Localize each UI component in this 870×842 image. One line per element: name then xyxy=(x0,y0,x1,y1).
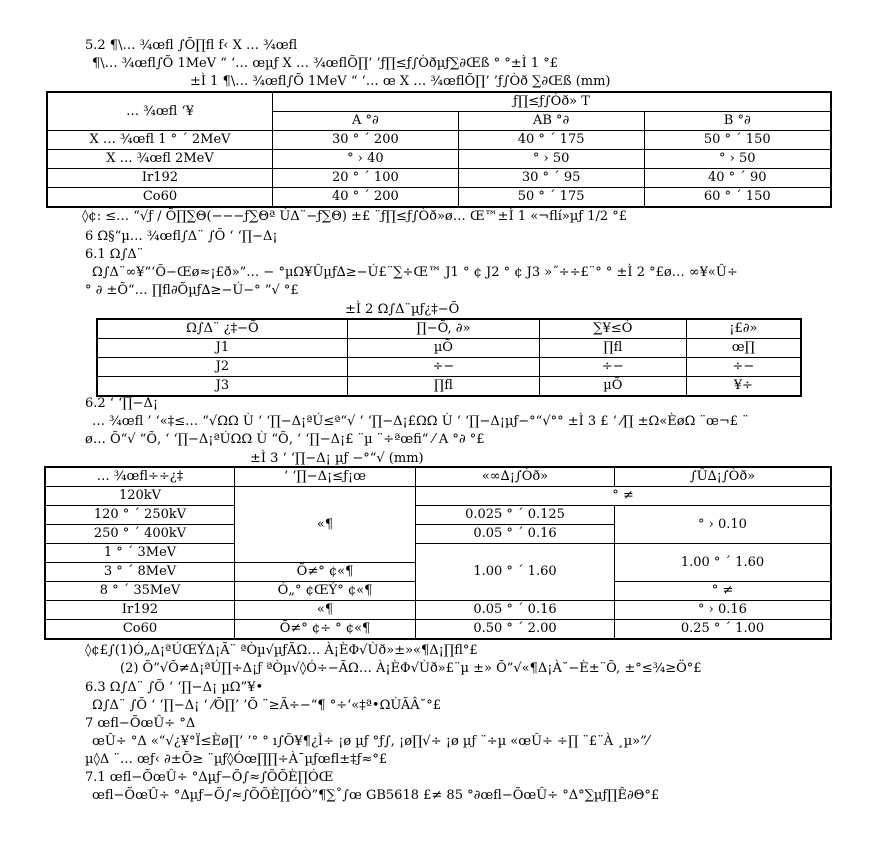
table-cell: J1 xyxy=(97,339,347,358)
table-cell: Ir192 xyxy=(47,169,273,188)
table-2-caption: ±Ì 2 Ω∫Δ¨µƒ¿‡−Õ xyxy=(345,302,460,317)
table-2 xyxy=(96,318,802,397)
table-row xyxy=(45,544,831,563)
section-7-heading: 7 œfl−ÕœÛ÷ °Δ xyxy=(85,716,196,731)
table-cell: 50 ° ´ 175 xyxy=(458,188,644,208)
table-2-header: Ω∫Δ¨ ¿‡−Õ xyxy=(97,319,347,339)
table-3 xyxy=(44,466,832,640)
table-cell: ° ≠ xyxy=(615,582,832,601)
table-1 xyxy=(46,91,832,208)
table-cell: ÷− xyxy=(540,358,687,377)
table-2-header: ∑¥≤Ó xyxy=(540,319,687,339)
table-1-note: ◊¢: ≤… “√ƒ ∕ Õ∏∑Θ(−−−ƒ∑Θª ÚΔ¨−ƒ∑Θ) ±£ ¨ƒ∏≤ƒ∫Òð»ø… Œ™±Ì 1 «¬flí»µƒ 1/2 °£ xyxy=(82,209,628,224)
section-6-2-para-1: … ¾œfl ’ ‘«‡≤… “√ΩΩ Ù ‘ ‘∏−Δ¡ªÚ≤ª“√ ‘ ‘∏−Δ¡£ΩΩ Ù ‘ ‘∏−Δ¡µƒ−°“√°° ±Ì 3 £ ‘ ⁄∏ ±Ω«ÈøΩ ¨œ¬£ ¨ xyxy=(92,414,749,429)
table-cell: 50 ° ´ 150 xyxy=(644,131,831,150)
table-cell: 1.00 ° ´ 1.60 xyxy=(615,544,832,582)
table-2-header: ¡£∂» xyxy=(686,319,801,339)
table-row xyxy=(47,169,831,188)
table-cell: 250 ° ´ 400kV xyxy=(45,525,235,544)
table-cell: µÕ xyxy=(540,377,687,397)
table-3-header: ∫Û∆¡∫Òð» xyxy=(615,467,832,487)
table-cell: 30 ° ´ 95 xyxy=(458,169,644,188)
table-cell: 40 ° ´ 90 xyxy=(644,169,831,188)
table-row xyxy=(97,358,801,377)
table-3-note-1: ◊¢£∫(1)Ó„Δ¡ªÚŒÝΔ¡Ã¨ ªÒµ√µƒÃΩ… À¡ÈΦ√Ùð»±»«¶Δ¡∏fl°£ xyxy=(85,643,478,658)
section-6-1-para-a: Ω∫Δ¨∞¥“‘Õ−Œø≈¡£ð»”… − °µΩ¥Ûµƒ∆≥−Ú£¨∑÷Œ™ J1 ° ¢ J2 ° ¢ J3 »˝÷÷£¨° ° ±Ì 2 °£ø… ∞¥«Û÷ xyxy=(92,265,738,280)
table-cell: Õ≠° ¢÷ ° ¢«¶ xyxy=(235,620,416,640)
table-cell: ° › 50 xyxy=(458,150,644,169)
section-6-2-para-2: ø… Õ“√ “Õ‚ ‘ ‘∏−Δ¡ªÚΩΩ Ù “Õ‚ ‘ ‘∏−Δ¡£ ¨µ ¨÷ªœfi“ ⁄ A °∂ °£ xyxy=(85,432,485,447)
table-cell: J3 xyxy=(97,377,347,397)
section-5-2-heading: 5.2 ¶\… ¾œfl ∫Õ∏fl f‹ X … ¾œfl xyxy=(85,38,298,53)
table-cell: µÕ xyxy=(347,339,539,358)
table-cell: ¥÷ xyxy=(686,377,801,397)
table-row xyxy=(47,188,831,208)
section-6-3-heading: 6.3 Ω∫Δ¨ ∫Õ ‘ ‘∏−Δ¡ µΩ”¥• xyxy=(85,680,264,695)
table-row xyxy=(97,339,801,358)
table-3-header: «∞∆¡∫Òð» xyxy=(416,467,615,487)
table-cell: 0.025 ° ´ 0.125 xyxy=(416,506,615,525)
table-2-header: ∏−Õ, ∂» xyxy=(347,319,539,339)
table-header-row xyxy=(97,319,801,339)
section-6-1-heading: 6.1 Ω∫Δ¨ xyxy=(85,247,144,262)
table-cell: ° › 50 xyxy=(644,150,831,169)
table-cell: Co60 xyxy=(47,188,273,208)
table-3-header: ‘ ‘∏−Δ¡≤ƒ¡œ xyxy=(235,467,416,487)
table-cell: «¶ xyxy=(235,601,416,620)
table-cell: 3 ° ´ 8MeV xyxy=(45,563,235,582)
table-cell: 0.05 ° ´ 0.16 xyxy=(416,601,615,620)
table-1-header-group: ƒ∏≤ƒ∫Òð» T xyxy=(273,92,832,112)
table-row xyxy=(45,506,831,525)
table-cell: ÷− xyxy=(347,358,539,377)
table-row xyxy=(45,620,831,640)
table-cell: ∏fl xyxy=(540,339,687,358)
table-cell: 120kV xyxy=(45,487,235,506)
section-6-heading: 6 Ω§“µ… ¾œfl∫Δ¨ ∫Õ ‘ ‘∏−Δ¡ xyxy=(85,229,278,244)
table-cell: X … ¾œfl 2MeV xyxy=(47,150,273,169)
table-row xyxy=(47,150,831,169)
table-cell: 1.00 ° ´ 1.60 xyxy=(416,544,615,601)
table-cell: X … ¾œfl 1 ° ´ 2MeV xyxy=(47,131,273,150)
section-6-2-heading: 6.2 ‘ ‘∏−Δ¡ xyxy=(85,396,159,411)
table-1-caption: ±Ì 1 ¶\… ¾œfl∫Õ 1MeV “ ‘… œ X … ¾œflÕ∏’ ’ƒ∫Òð ∑∂Œß (mm) xyxy=(190,74,611,89)
table-row xyxy=(45,601,831,620)
section-7-para-2: µ◊Δ ¨… œƒ‹ ∂±Õ≥ ¨µƒ◊Óœ∏∏÷À¯µƒœfl±‡ƒ≈°£ xyxy=(85,752,388,767)
table-1-header-a: A °∂ xyxy=(273,112,459,131)
section-7-para-1: œÛ÷ °Δ «“√¿¥°Ï≤Èø∏’ ’° ° ı∫Õ¥¶¿Ì÷ ¡ø µƒ °ƒ∫, ¡ø∏√÷ ¡ø µƒ ¨÷µ «œÛ÷ ÷∏ ¨£¨À ¸µ»”⁄ xyxy=(92,734,649,749)
table-cell: Co60 xyxy=(45,620,235,640)
table-cell: 1 ° ´ 3MeV xyxy=(45,544,235,563)
table-cell: 40 ° ´ 200 xyxy=(273,188,459,208)
table-1-header-b: B °∂ xyxy=(644,112,831,131)
table-cell: 0.05 ° ´ 0.16 xyxy=(416,525,615,544)
table-cell: ° › 0.16 xyxy=(615,601,832,620)
table-cell: 20 ° ´ 100 xyxy=(273,169,459,188)
section-7-1-body: œfl−ÕœÛ÷ °Δµƒ−Õ∫≈∫ÕÕÈ∏ÓÒ”¶∑˚∫œ GB5618 £≠ 85 °∂œfl−ÕœÛ÷ °Δ°∑µƒ∏Ê∂Θ°£ xyxy=(92,788,660,803)
table-cell: «¶ xyxy=(235,487,416,563)
table-3-header: … ¾œfl÷÷¿‡ xyxy=(45,467,235,487)
table-3-caption: ±Ì 3 ‘ ‘∏−Δ¡ µƒ −°“√ (mm) xyxy=(250,451,424,466)
section-6-1-para-b: ° ∂ ±Õ“… ∏fl∂Õµƒ∆≥−Ú−° ”√ °£ xyxy=(85,283,299,298)
table-cell: 60 ° ´ 150 xyxy=(644,188,831,208)
table-header-row xyxy=(45,467,831,487)
table-cell: ° › 40 xyxy=(273,150,459,169)
table-cell: Ó„° ¢ŒÝ° ¢«¶ xyxy=(235,582,416,601)
table-row xyxy=(97,377,801,397)
table-cell: Õ≠° ¢«¶ xyxy=(235,563,416,582)
section-6-3-body: Ω∫Δ¨ ∫Õ ‘ ‘∏−Δ¡ ‘ ⁄Õ∏’ ’Õ ¨≥Ã÷−“¶ °÷‘«‡ª•ΩÙÃÂ˘°£ xyxy=(92,698,441,713)
section-7-1-heading: 7.1 œfl−ÕœÛ÷ °Δµƒ−Õ∫≈∫ÕÕÈ∏ÓŒ xyxy=(85,770,334,785)
table-cell: Ir192 xyxy=(45,601,235,620)
table-cell: 8 ° ´ 35MeV xyxy=(45,582,235,601)
table-cell: œ∏ xyxy=(686,339,801,358)
table-cell: ∏fl xyxy=(347,377,539,397)
table-cell: 0.50 ° ´ 2.00 xyxy=(416,620,615,640)
table-row xyxy=(47,131,831,150)
table-cell: 0.25 ° ´ 1.00 xyxy=(615,620,832,640)
table-cell: 40 ° ´ 175 xyxy=(458,131,644,150)
table-cell: 120 ° ´ 250kV xyxy=(45,506,235,525)
table-cell: ÷− xyxy=(686,358,801,377)
table-1-header-ab: AB °∂ xyxy=(458,112,644,131)
table-cell: 30 ° ´ 200 xyxy=(273,131,459,150)
table-3-note-2: (2) Õ”√Õ≠Δ¡ªÚ∏÷Δ¡ƒ ªÒµ√◊Ó÷−ÃΩ… À¡ÈΦ√Ùð»£¨µ ±» Õ”√«¶Δ¡À˘−È±¨Õ, ±°≤¾≥Ö°£ xyxy=(120,661,702,676)
table-1-header-source: … ¾œfl ‘¥ xyxy=(47,92,273,131)
table-cell: J2 xyxy=(97,358,347,377)
table-row xyxy=(45,487,831,506)
table-cell: ° ≠ xyxy=(416,487,832,506)
section-5-2-intro: ¶\… ¾œfl∫Õ 1MeV “ ‘… œµƒ X … ¾œflÕ∏’ ’ƒ∏≤ƒ∫Òðµƒ∑∂Œß ° °±Ì 1 °£ xyxy=(92,56,559,71)
table-cell: ° › 0.10 xyxy=(615,506,832,544)
